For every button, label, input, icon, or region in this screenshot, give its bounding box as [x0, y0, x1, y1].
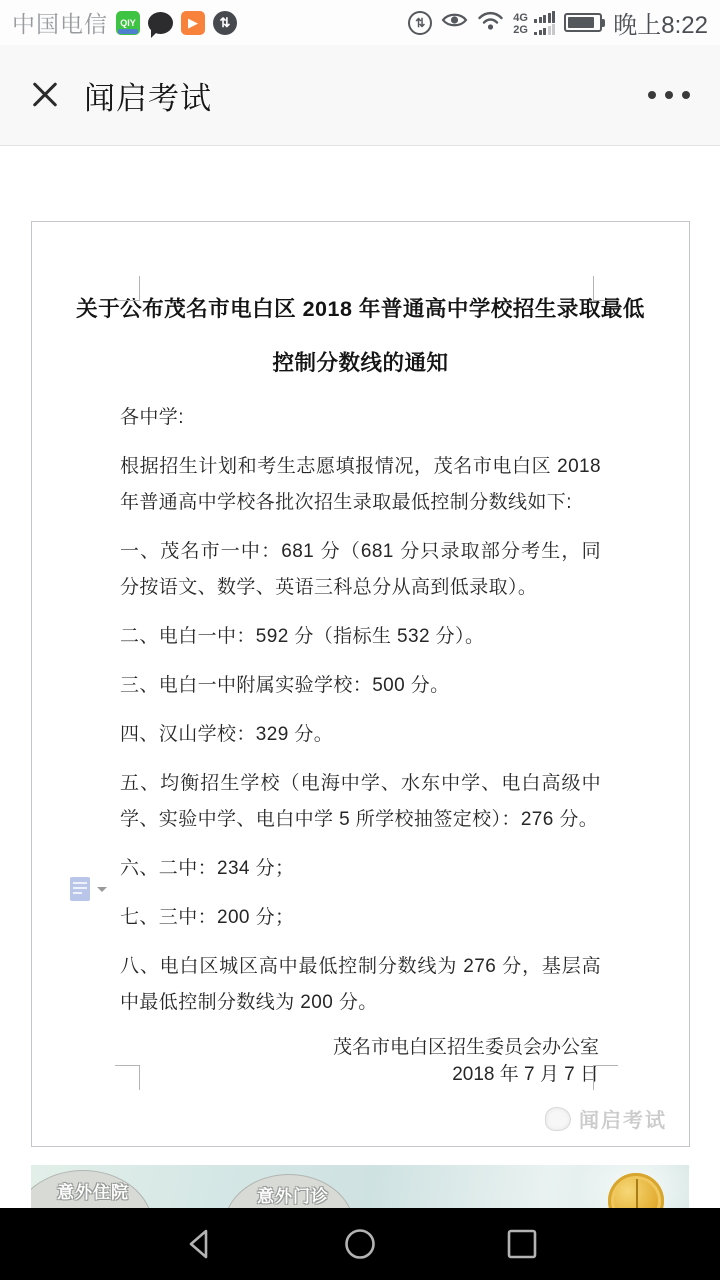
notice-paragraph: 根据招生计划和考生志愿填报情况，茂名市电白区 2018 年普通高中学校各批次招生录取最低控制分数线如下: — [120, 456, 601, 513]
signature-date: 2018 年 7 月 7 日 — [452, 1064, 599, 1085]
notice-paragraph: 五、均衡招生学校（电海中学、水东中学、电白高级中学、实验中学、电白中学 5 所学校抽签定校）：276 分。 — [120, 773, 601, 830]
recents-icon[interactable] — [462, 1208, 582, 1280]
signature-block — [120, 1034, 601, 1088]
watermark-logo-icon — [545, 1107, 571, 1131]
status-bar-left — [12, 6, 237, 39]
iqiyi-notification-icon: QIY — [116, 11, 140, 35]
banner-label-1: 意外住院 — [57, 1183, 129, 1202]
salutation: 各中学: — [120, 407, 184, 428]
watermark — [545, 1104, 667, 1133]
signature-office: 茂名市电白区招生委员会办公室 — [332, 1037, 599, 1058]
back-icon[interactable] — [140, 1208, 260, 1280]
carrier-label: 中国电信 — [12, 11, 108, 37]
status-bar-right — [408, 5, 708, 40]
notice-document-image[interactable] — [31, 221, 690, 1147]
battery-icon — [564, 13, 602, 32]
document-sheet-icon — [70, 877, 90, 901]
clock-label: 晚上8:22 — [613, 12, 708, 39]
chat-bubble-icon — [148, 12, 173, 34]
word-annotation-icon — [70, 877, 107, 901]
wifi-icon — [477, 10, 504, 36]
chevron-down-icon — [97, 887, 107, 897]
notice-paragraph: 八、电白区城区高中最低控制分数线为 276 分，基层高中最低控制分数线为 200 分。 — [120, 956, 601, 1013]
signal-strength-icon: 4G 2G — [513, 11, 555, 35]
eye-protection-icon — [441, 10, 468, 35]
close-icon[interactable] — [28, 78, 62, 112]
more-menu-icon[interactable] — [646, 81, 692, 109]
notice-title: 关于公布茂名市电白区 2018 年普通高中学校招生录取最低 控制分数线的通知 — [76, 297, 645, 375]
home-icon[interactable] — [300, 1208, 420, 1280]
crop-mark-bottom-right — [593, 1065, 618, 1090]
notice-paragraph: 四、汉山学校：329 分。 — [120, 724, 334, 745]
insurance-banner-image[interactable] — [31, 1165, 689, 1208]
notice-body — [32, 390, 689, 1088]
crop-mark-top-left — [115, 276, 140, 301]
status-bar — [0, 0, 720, 45]
data-transfer-icon: ⇅ — [213, 11, 237, 35]
notice-paragraph: 六、二中：234 分； — [120, 858, 295, 879]
notice-paragraph: 七、三中：200 分； — [120, 907, 295, 928]
banner-label-2: 意外门诊 — [257, 1187, 329, 1206]
data-saver-icon: ⇅ — [408, 11, 432, 35]
page-title: 闻启考试 — [84, 80, 212, 116]
android-nav-bar — [0, 1208, 720, 1280]
watermark-text: 闻启考试 — [579, 1110, 667, 1132]
crop-mark-bottom-left — [115, 1065, 140, 1090]
notice-paragraph: 一、茂名市一中：681 分（681 分只录取部分考生，同分按语文、数学、英语三科总分从高到低录取）。 — [120, 541, 601, 598]
crop-mark-top-right — [593, 276, 618, 301]
notice-paragraph: 二、电白一中：592 分（指标生 532 分）。 — [120, 626, 485, 647]
video-play-icon: ▶ — [181, 11, 205, 35]
article-header — [0, 45, 720, 146]
notice-paragraph: 三、电白一中附属实验学校：500 分。 — [120, 675, 450, 696]
